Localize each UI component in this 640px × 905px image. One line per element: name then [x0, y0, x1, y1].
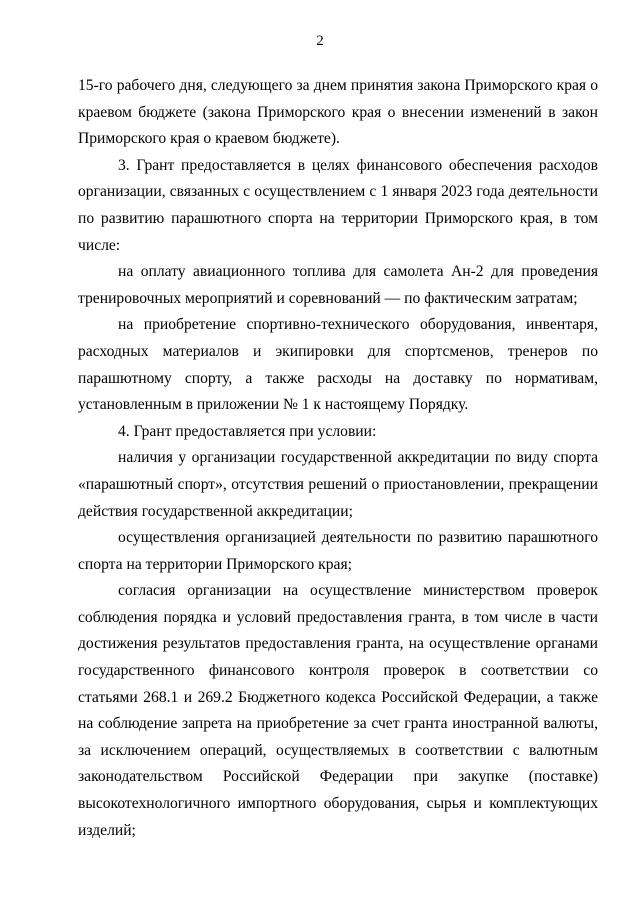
paragraph-clause-3: 3. Грант предоставляется в целях финансового обеспечения расходов организации, связанных с осуществлением с 1 января 2023 года деятельности по развитию парашютного спорта на территории Приморского края, в том числе: — [78, 156, 598, 254]
paragraph-continuation: 15-го рабочего дня, следующего за днем принятия закона Приморского края о краевом бюджете (закона Приморского края о внесении изменений в закон Приморского края о краевом бюджете). — [78, 77, 598, 148]
paragraph-equipment-costs: на приобретение спортивно-технического оборудования, инвентаря, расходных материалов и экипировки для спортсменов, тренеров по парашютному спорту, а также расходы на доставку по нормативам, установленным в приложении № 1 к настоящему Порядку. — [78, 316, 598, 414]
paragraph-consent: согласия организации на осуществление министерством проверок соблюдения порядка и условий предоставления гранта, в том числе в части достижения результатов предоставления гранта, на осуществление органами государственного финансового контроля проверок в соответствии со статьями 268.1 и 269.2 Бюджетного кодекса Российской Федерации, а также на соблюдение запрета на приобретение за счет гранта иностранной валюты, за исключением операций, осуществляемых в соответствии с валютным законодательством Российской Федерации при закупке (поставке) высокотехнологичного импортного оборудования, сырья и комплектующих изделий; — [78, 582, 598, 839]
paragraph-fuel-costs: на оплату авиационного топлива для самолета Ан-2 для проведения тренировочных мероприятий и соревнований — по фактическим затратам; — [78, 263, 598, 307]
paragraph-accreditation: наличия у организации государственной аккредитации по виду спорта «парашютный спорт», отсутствия решений о приостановлении, прекращении действия государственной аккредитации; — [78, 449, 598, 520]
paragraph-activity: осуществления организацией деятельности по развитию парашютного спорта на территории Приморского края; — [78, 529, 598, 573]
page-number: 2 — [316, 33, 324, 49]
paragraph-clause-4: 4. Грант предоставляется при условии: — [118, 422, 377, 440]
document-body — [78, 73, 598, 844]
